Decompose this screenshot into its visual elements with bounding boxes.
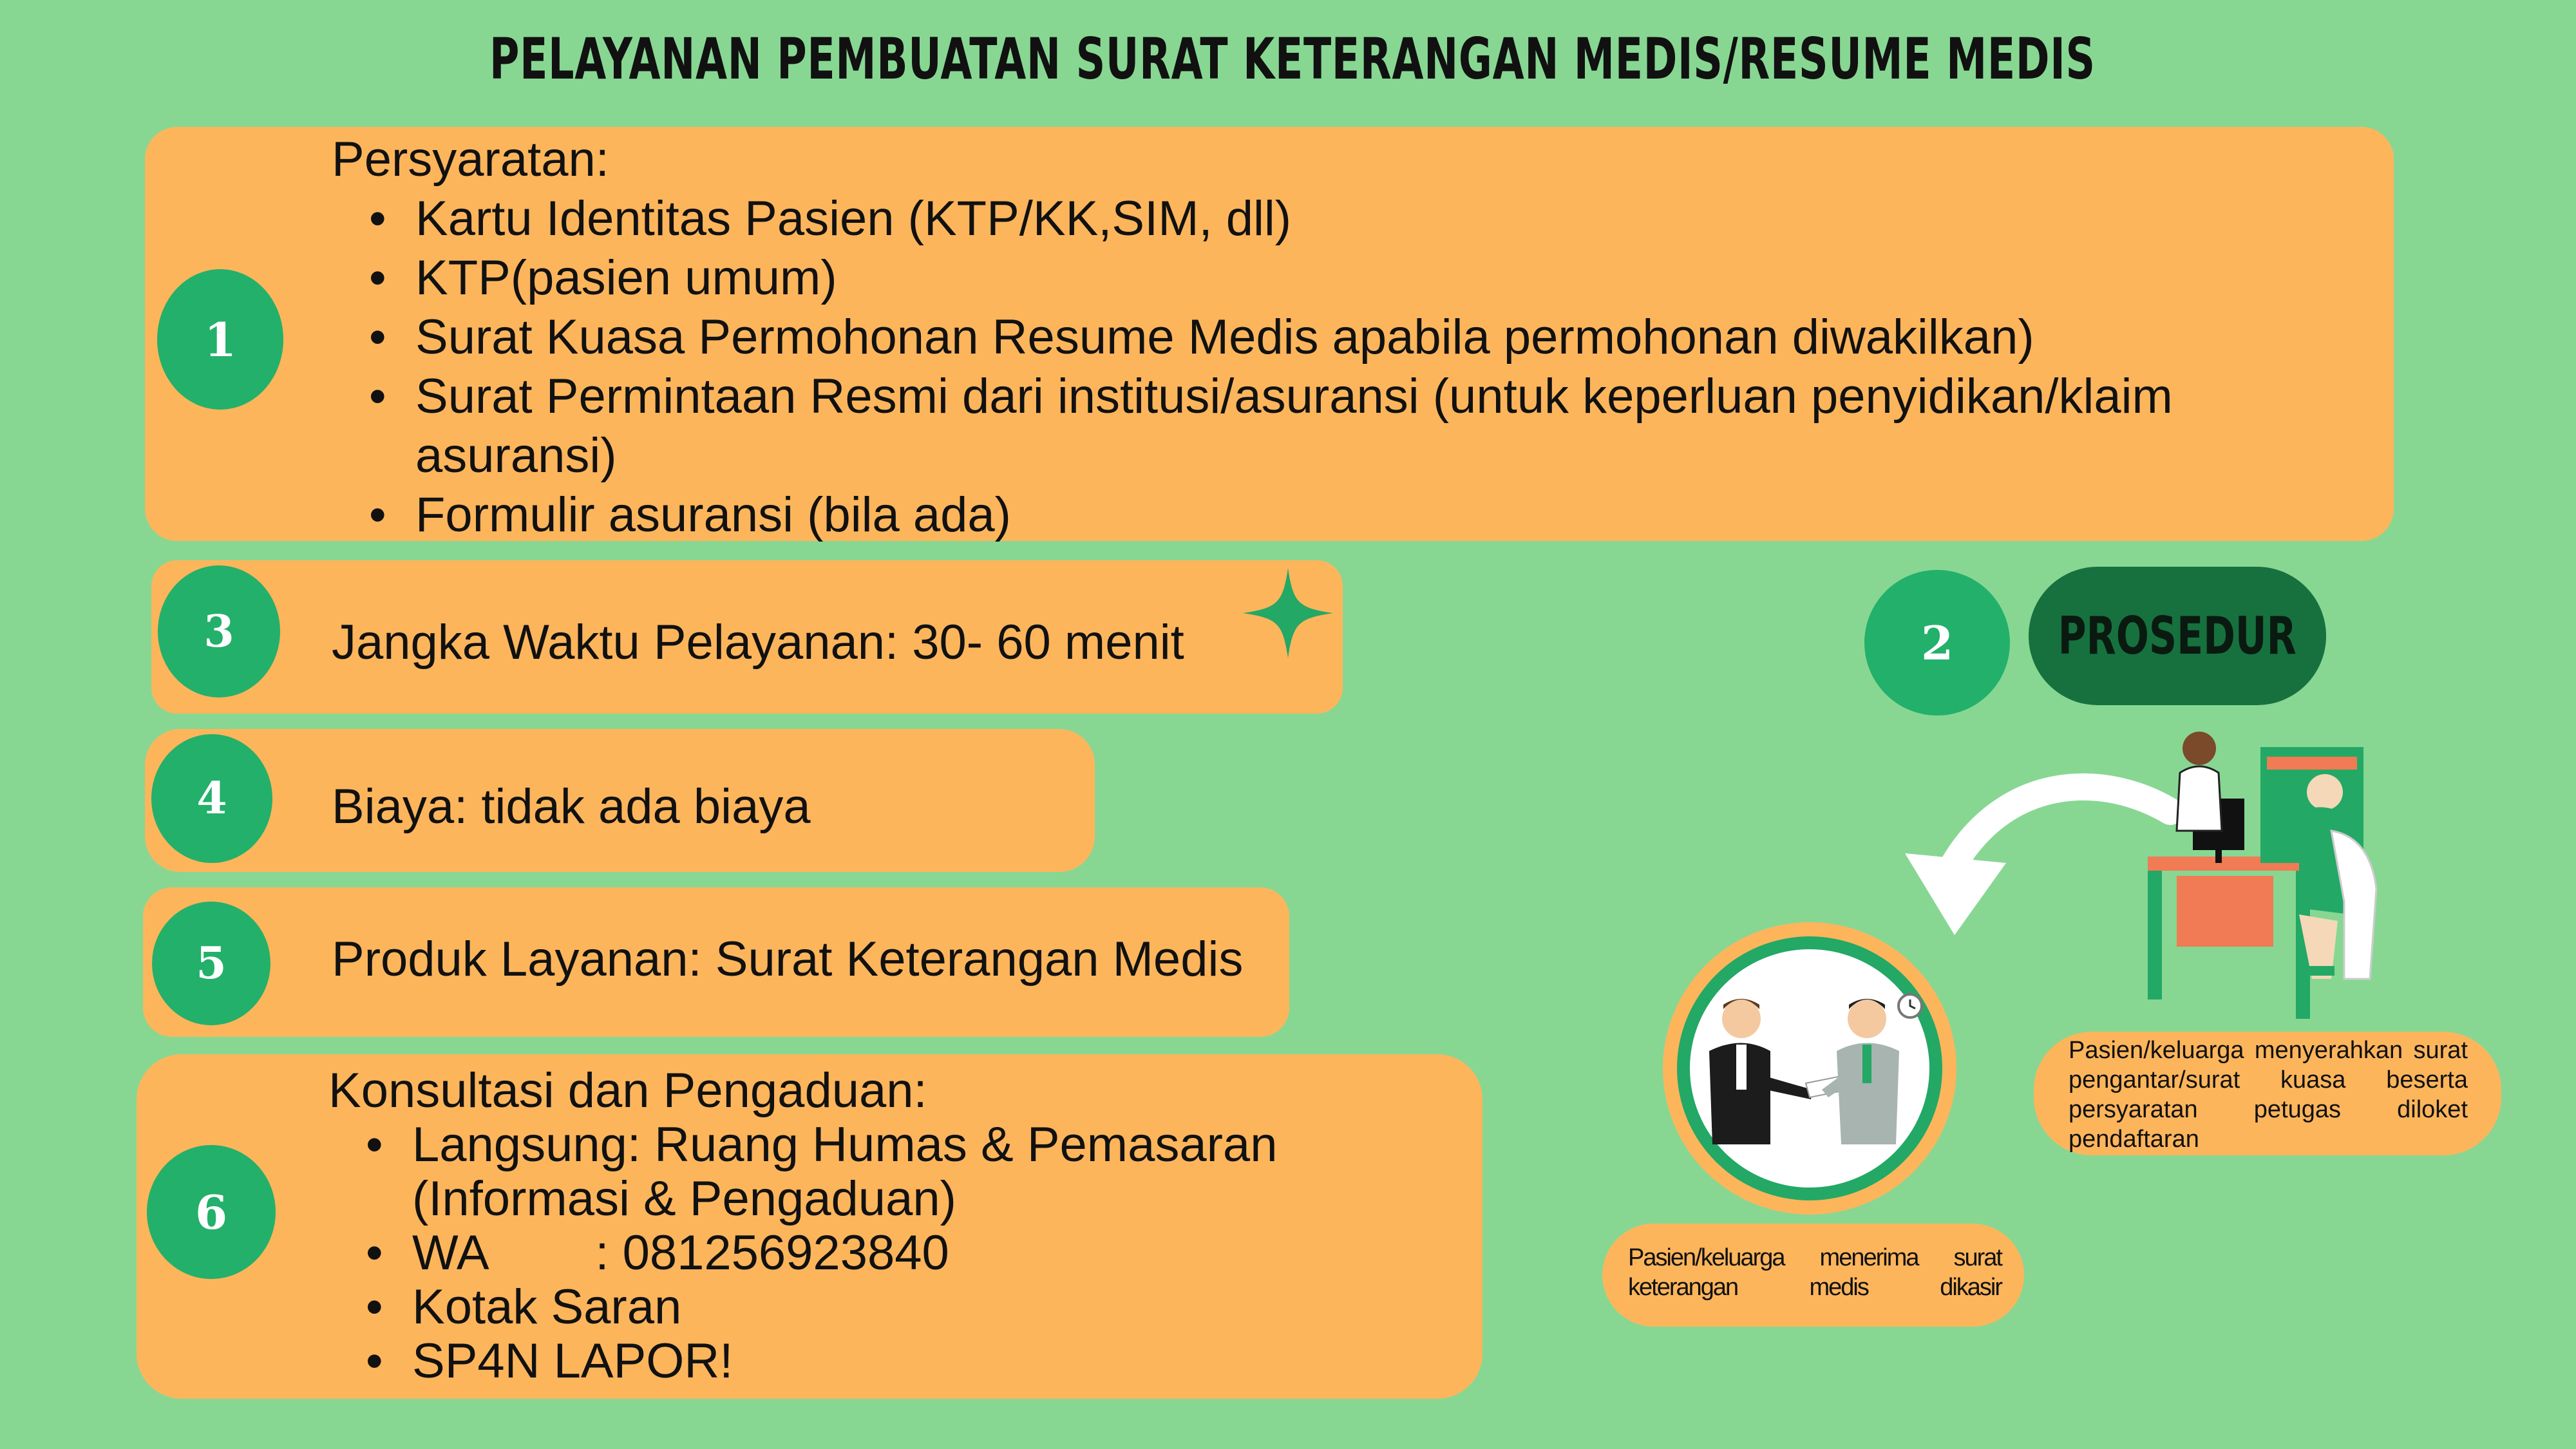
prosedur-label xyxy=(2029,567,2326,705)
product-text: Produk Layanan: Surat Keterangan Medis xyxy=(332,932,1244,987)
consultation-heading: Konsultasi dan Pengaduan: xyxy=(328,1063,927,1118)
requirement-item: • Formulir asuransi (bila ada) xyxy=(332,486,2173,545)
requirements-content xyxy=(332,130,2173,545)
requirement-item: • Surat Kuasa Permohonan Resume Medis apabila permohonan diwakilkan) xyxy=(332,308,2173,367)
consultation-item: • WA : 081256923840 xyxy=(328,1226,1277,1280)
consultation-item: • Kotak Saran xyxy=(328,1280,1277,1334)
requirements-list xyxy=(332,189,2173,545)
service-time-text: Jangka Waktu Pelayanan: 30- 60 menit xyxy=(332,615,1184,670)
handover-illustration xyxy=(1663,922,1956,1215)
consultation-item: • Langsung: Ruang Humas & Pemasaran xyxy=(328,1118,1277,1172)
procedure-step-2-text: Pasien/keluarga menerima surat keterangan medis dikasir xyxy=(1628,1244,2002,1301)
consultation-list xyxy=(328,1118,1277,1388)
requirement-item-continued: asuransi) xyxy=(415,428,617,483)
step-number-1: 1 xyxy=(157,269,283,410)
requirement-item: • Surat Permintaan Resmi dari institusi/asuransi (untuk keperluan penyidikan/klaim xyxy=(332,367,2173,426)
step-number-6: 6 xyxy=(147,1145,276,1279)
step-number-3: 3 xyxy=(158,565,280,697)
sparkle-icon xyxy=(1242,567,1334,659)
consultation-content xyxy=(328,1064,1277,1388)
page-title: PELAYANAN PEMBUATAN SURAT KETERANGAN MEDIS/RESUME MEDIS xyxy=(489,26,2096,92)
step-number-4: 4 xyxy=(151,734,272,863)
consultation-item-continued: (Informasi & Pengaduan) xyxy=(412,1171,956,1226)
clock-icon xyxy=(1896,992,1924,1020)
requirement-item: • KTP(pasien umum) xyxy=(332,249,2173,308)
step-number-5: 5 xyxy=(152,902,270,1025)
requirements-heading: Persyaratan: xyxy=(332,132,609,187)
two-men-exchanging-document-icon xyxy=(1690,980,1929,1160)
office-workers-illustration xyxy=(2138,721,2409,1024)
step-number-2: 2 xyxy=(1864,570,2010,715)
consultation-item: • SP4N LAPOR! xyxy=(328,1334,1277,1388)
cost-text: Biaya: tidak ada biaya xyxy=(332,779,811,834)
requirement-item: • Kartu Identitas Pasien (KTP/KK,SIM, dll) xyxy=(332,189,2173,249)
prosedur-label-text: PROSEDUR xyxy=(2058,606,2297,666)
procedure-step-1-text: Pasien/keluarga menyerahkan surat pengantar/surat kuasa beserta persyaratan petugas diloket pendaftaran xyxy=(2069,1037,2468,1153)
